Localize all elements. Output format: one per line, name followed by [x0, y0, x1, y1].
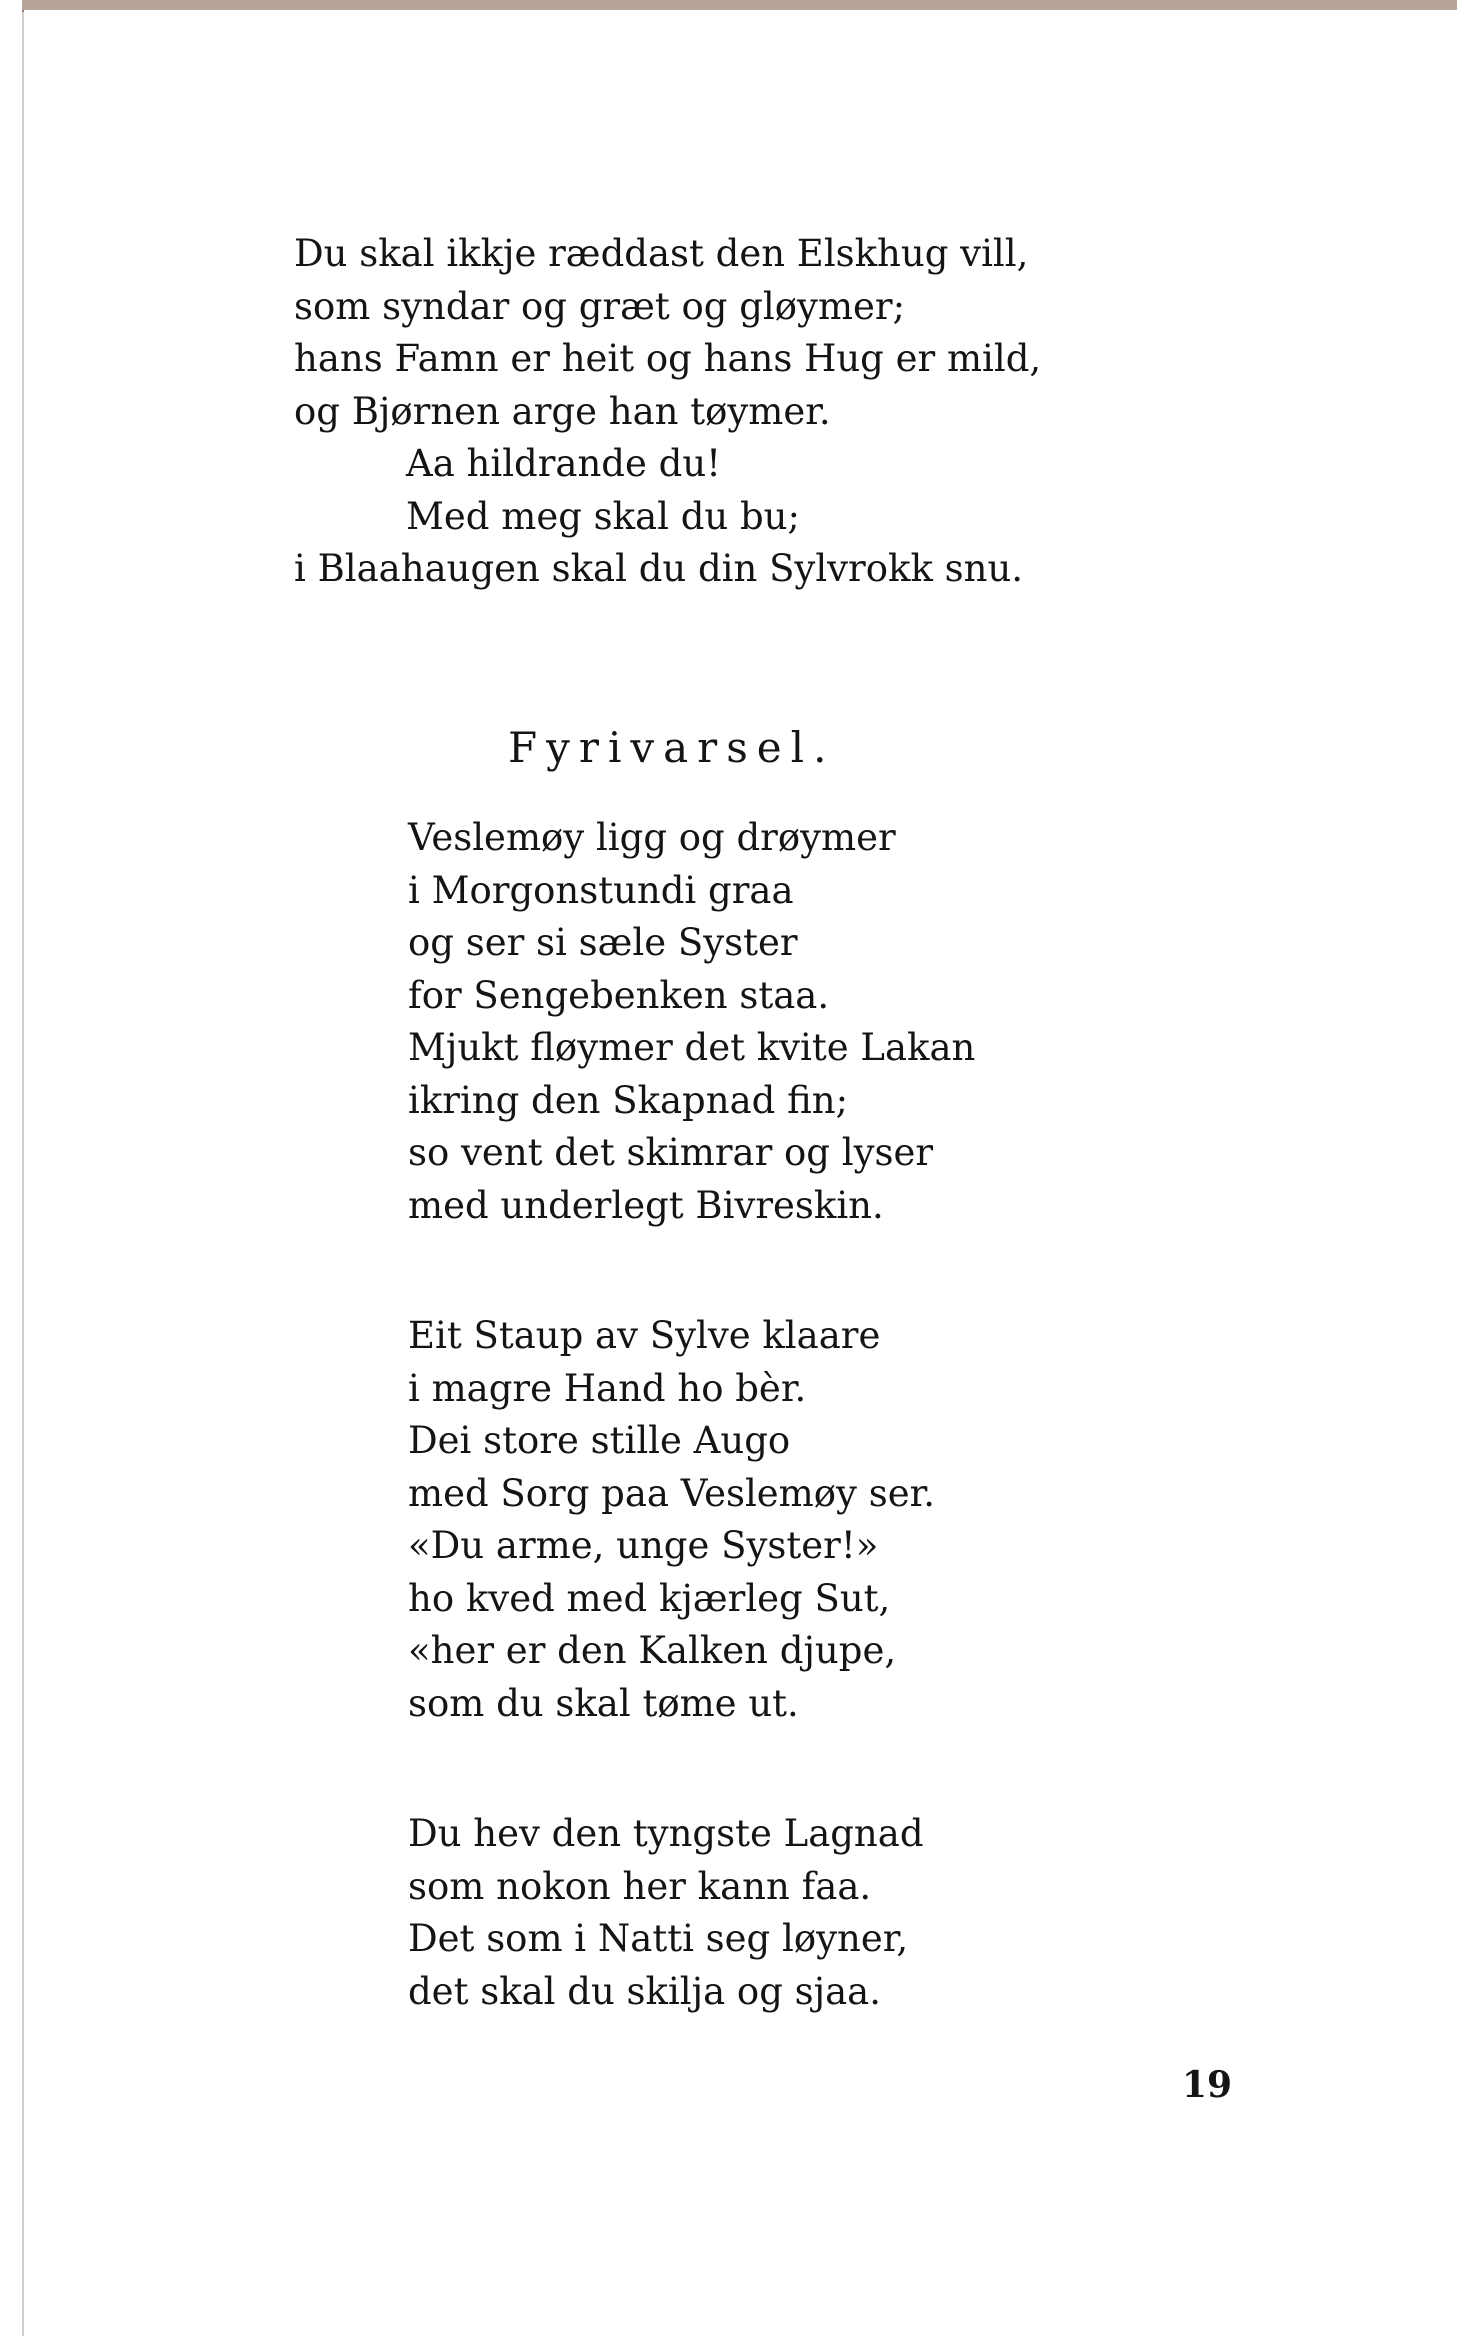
poem-title: Fyrivarsel. — [508, 723, 836, 772]
verse-line: Du skal ikkje ræddast den Elskhug vill, — [294, 232, 1029, 275]
verse-line: med underlegt Bivreskin. — [408, 1183, 884, 1227]
verse-line: «her er den Kalken djupe, — [408, 1629, 897, 1672]
verse-line: i Morgonstundi graa — [408, 868, 794, 912]
verse-line-indented: Med meg skal du bu; — [406, 494, 800, 538]
verse-line: det skal du skilja og sjaa. — [408, 1969, 881, 2013]
verse-line: og ser si sæle Syster — [408, 921, 798, 964]
verse-line: og Bjørnen arge han tøymer. — [294, 389, 831, 433]
book-page — [24, 10, 1457, 2336]
stanza-4 — [408, 1808, 924, 2018]
verse-line: Du hev den tyngste Lagnad — [408, 1812, 924, 1855]
verse-line: Eit Staup av Sylve klaare — [408, 1314, 881, 1357]
verse-line: i Blaahaugen skal du din Sylvrokk snu. — [294, 547, 1024, 590]
verse-line: ho kved med kjærleg Sut, — [408, 1576, 891, 1620]
verse-line: som nokon her kann faa. — [408, 1864, 872, 1908]
stanza-2 — [408, 812, 975, 1232]
verse-line: ikring den Skapnad fin; — [408, 1078, 849, 1122]
verse-line: «Du arme, unge Syster!» — [408, 1524, 879, 1567]
verse-line: so vent det skimrar og lyser — [408, 1131, 934, 1174]
page-edge-left — [0, 0, 24, 2336]
verse-line: Dei store stille Augo — [408, 1419, 791, 1462]
verse-line: som du skal tøme ut. — [408, 1681, 799, 1725]
verse-line: Det som i Natti seg løyner, — [408, 1917, 909, 1960]
verse-line: med Sorg paa Veslemøy ser. — [408, 1471, 935, 1515]
verse-line: i magre Hand ho bèr. — [408, 1366, 807, 1410]
verse-line: som syndar og græt og gløymer; — [294, 284, 906, 328]
verse-line-indented: Aa hildrande du! — [406, 442, 722, 485]
verse-line: hans Famn er heit og hans Hug er mild, — [294, 337, 1042, 380]
verse-line: Veslemøy ligg og drøymer — [408, 816, 896, 859]
verse-line: Mjukt fløymer det kvite Lakan — [408, 1026, 976, 1069]
verse-line: for Sengebenken staa. — [408, 973, 830, 1017]
page-number: 19 — [1182, 2064, 1233, 2106]
stanza-1 — [294, 228, 1041, 596]
stanza-3 — [408, 1310, 935, 1730]
